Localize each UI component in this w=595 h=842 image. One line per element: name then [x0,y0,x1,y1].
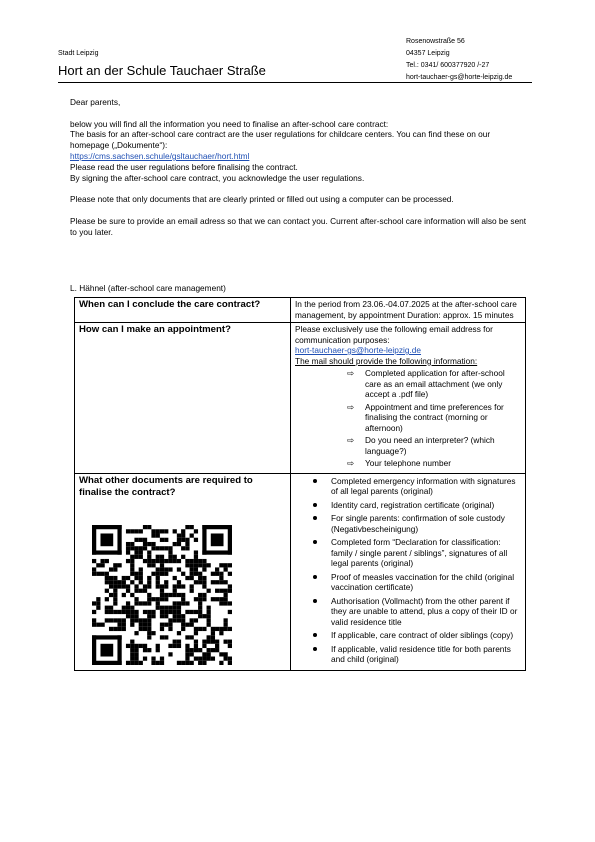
bullet-icon [313,479,317,483]
greeting: Dear parents, [70,97,121,107]
question-cell [75,473,291,670]
acknowledge-text: By signing the after-school care contract, you acknowledge the user regulations. [70,172,365,183]
bullet-icon [313,633,317,637]
answer-cell: In the period from 23.06.-04.07.2025 at the after-school care management, by appointment Duration: approx. 15 minutes [291,298,526,323]
arrow-icon: ⇨ [347,458,354,468]
school-name: Hort an der Schule Tauchaer Straße [58,63,266,78]
intro-line: below you will find all the information you need to finalise an after-school care contract: [70,118,389,129]
list-item: ⇨ Completed application for after-school care as an email attachment (we only accept a .pdf file) [347,368,505,399]
print-note: Please note that only documents that are clearly printed or filled out using a computer can be processed. [70,194,454,205]
table-row [75,473,526,670]
bullet-icon [313,599,317,603]
question-cell: How can I make an appointment? [75,323,291,474]
city-name: Stadt Leipzig [58,50,99,57]
list-item: Identity card, registration certificate (original) [311,500,521,511]
arrow-icon: ⇨ [347,435,354,445]
list-item: ⇨ Do you need an interpreter? (which language?) [347,435,495,456]
list-item: For single parents: confirmation of sole custody (Negativbescheinigung) [311,513,521,534]
documents-list [295,476,521,665]
qr-code-icon [92,525,232,665]
list-item: If applicable, care contract of older siblings (copy) [311,630,521,641]
answer-cell [291,473,526,670]
email-intro: Please exclusively use the following email address for communication purposes: [295,324,493,345]
homepage-link[interactable]: https://cms.sachsen.schule/gsltauchaer/hort.html [70,150,250,161]
basis-text: The basis for an after-school care contract are the user regulations for childcare centers. You can find these on our homepage („Dokumente“): [70,129,491,151]
mail-note: The mail should provide the following information: [295,355,478,366]
table-row [75,298,526,323]
contact-email-link[interactable]: hort-tauchaer-gs@horte-leipzig.de [295,345,422,355]
signature: L. Hähnel (after-school care management) [70,283,226,293]
question-cell: When can I conclude the care contract? [75,298,291,323]
address-street: Rosenowstraße 56 [406,38,465,45]
info-table [74,297,526,671]
list-item: ⇨ Appointment and time preferences for finalising the contract (morning or afternoon) [347,401,504,433]
read-regulations-text: Please read the user regulations before finalising the contract. [70,161,298,172]
table-row [75,323,526,474]
list-item: If applicable, valid residence title for both parents and child (original) [311,644,521,665]
list-item: Completed form “Declaration for classification: family / single parent / siblings”, signatures of all legal parents (original) [311,537,521,569]
bullet-icon [313,647,317,651]
answer-cell [291,323,526,474]
bullet-icon [313,503,317,507]
list-item: Completed emergency information with signatures of all legal parents (original) [311,476,521,497]
bullet-icon [313,516,317,520]
arrow-icon: ⇨ [347,401,354,412]
address-phone: Tel.: 0341/ 600377920 /-27 [406,62,490,69]
list-item: ⇨ Your telephone number [347,458,451,468]
mail-info-list [295,368,521,469]
bullet-icon [313,540,317,544]
address-email: hort-tauchaer-gs@horte-leipzig.de [406,74,513,81]
bullet-icon [313,575,317,579]
header-divider [58,82,532,83]
question-text: What other documents are required to finalise the contract? [79,474,253,498]
address-city: 04357 Leipzig [406,50,450,57]
list-item: Authorisation (Vollmacht) from the other parent if they are unable to attend, plus a copy of their ID or valid residence title [311,596,521,628]
email-note: Please be sure to provide an email adress so that we can contact you. Current after-school care information will also be sent to you later. [70,215,527,237]
arrow-icon: ⇨ [347,368,354,378]
list-item: Proof of measles vaccination for the child (original vaccination certificate) [311,572,521,593]
address-block [406,36,512,84]
letter-body [70,97,530,237]
